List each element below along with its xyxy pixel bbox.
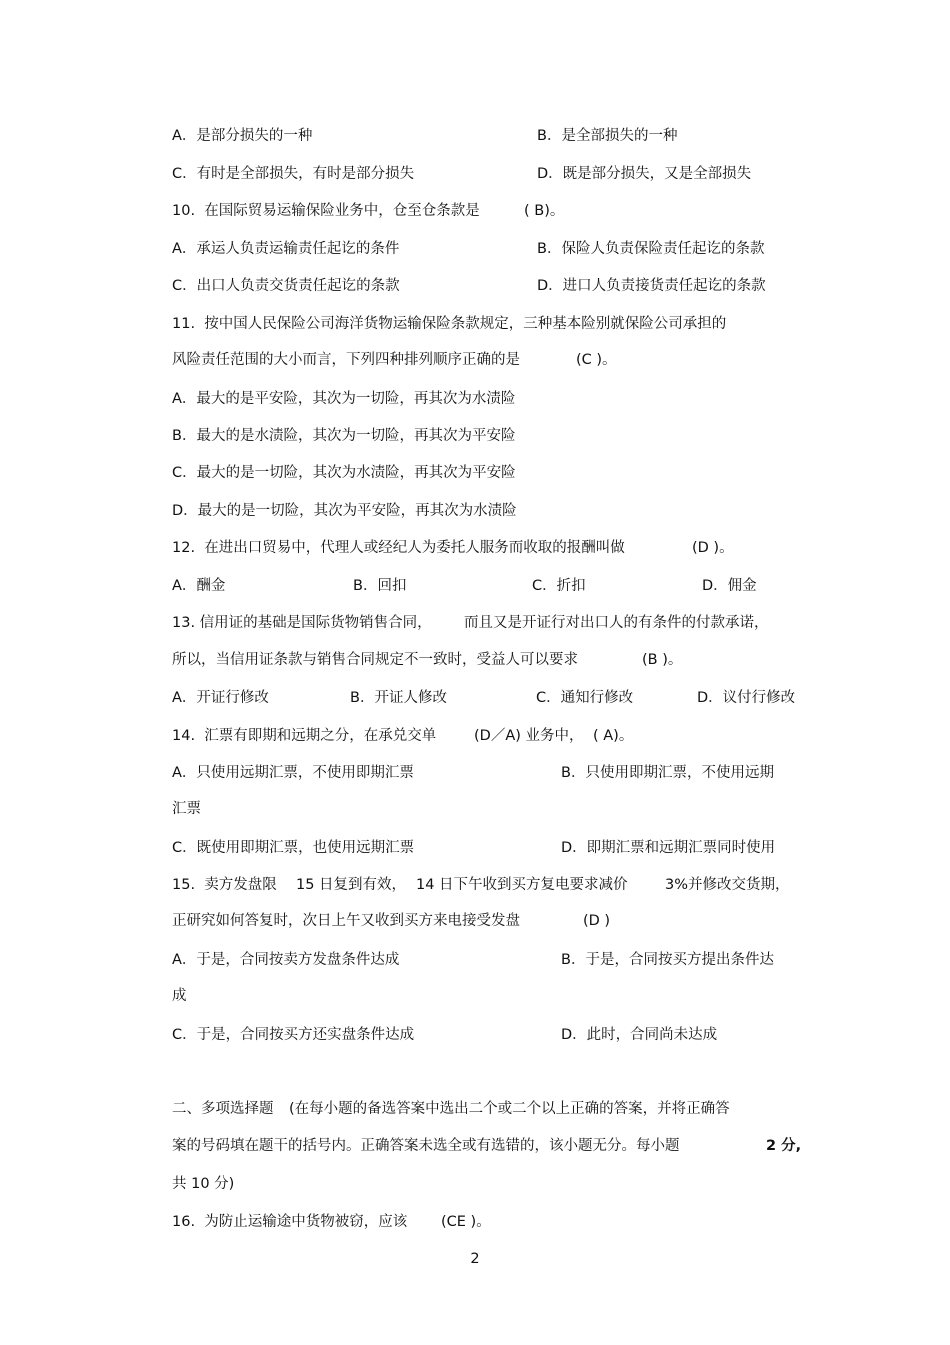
q10-option-b: B．保险人负责保险责任起讫的条款 [537,241,765,257]
q13-option-c: C．通知行修改 [536,690,634,706]
q9-option-d: D．既是部分损失，又是全部损失 [537,166,752,182]
q14-answer: ( A)。 [593,728,634,744]
q16-answer: (CE )。 [441,1214,491,1230]
q12-option-c: C．折扣 [532,578,586,594]
q15-option-a: A．于是，合同按卖方发盘条件达成 [172,952,400,968]
q15-stem-part1: 15. 卖方发盘限 [172,877,277,893]
q11-stem-line2: 风险责任范围的大小而言，下列四种排列顺序正确的是 [172,352,520,368]
q13-option-a: A．开证行修改 [172,690,269,706]
q11-option-b: B．最大的是水渍险，其次为一切险，再其次为平安险 [172,428,516,444]
section2-instructions-line3: 共 10 分) [172,1176,235,1192]
q14-option-a: A．只使用远期汇票，不使用即期汇票 [172,765,414,781]
q11-option-d: D．最大的是一切险，其次为平安险，再其次为水渍险 [172,503,517,519]
q14-stem-mid: (D／A) 业务中， [474,728,584,744]
q13-option-b: B．开证人修改 [350,690,447,706]
q12-option-a: A．酬金 [172,578,226,594]
q13-stem-line1b: 而且又是开证行对出口人的有条件的付款承诺， [464,615,769,631]
q10-answer: ( B)。 [524,203,565,219]
q13-stem-line1a: 13. 信用证的基础是国际货物销售合同， [172,615,432,631]
q13-option-d: D．议付行修改 [697,690,796,706]
q11-option-c: C．最大的是一切险，其次为水渍险，再其次为平安险 [172,465,516,481]
q11-option-a: A．最大的是平安险，其次为一切险，再其次为水渍险 [172,391,516,407]
q15-option-b-cont: 成 [172,988,187,1004]
q13-stem-line2: 所以，当信用证条款与销售合同规定不一致时，受益人可以要求 [172,652,578,668]
q12-stem: 12. 在进出口贸易中，代理人或经纪人为委托人服务而收取的报酬叫做 [172,540,625,556]
q9-option-b: B．是全部损失的一种 [537,128,678,144]
q9-option-c: C．有时是全部损失，有时是部分损失 [172,166,415,182]
q15-option-b: B．于是，合同按买方提出条件达 [561,952,774,968]
q14-option-d: D．即期汇票和远期汇票同时使用 [561,840,776,856]
q10-option-d: D．进口人负责接货责任起讫的条款 [537,278,766,294]
q15-stem-part3: 14 日下午收到买方复电要求减价 [416,877,628,893]
q12-option-d: D．佣金 [702,578,757,594]
q15-option-d: D．此时，合同尚未达成 [561,1027,718,1043]
q16-stem: 16. 为防止运输途中货物被窃，应该 [172,1214,408,1230]
q12-option-b: B．回扣 [353,578,407,594]
q11-stem-line1: 11. 按中国人民保险公司海洋货物运输保险条款规定，三种基本险别就保险公司承担的 [172,316,727,332]
q15-stem-part4: 3%并修改交货期， [665,877,790,893]
q10-option-c: C．出口人负责交货责任起讫的条款 [172,278,400,294]
section2-points: 2 分, [766,1138,802,1154]
q14-option-b: B．只使用即期汇票，不使用远期 [561,765,774,781]
section2-title: 二、多项选择题 [172,1101,274,1117]
q15-stem-part2: 15 日复到有效， [296,877,407,893]
q15-option-c: C．于是，合同按买方还实盘条件达成 [172,1027,415,1043]
q13-answer: (B )。 [642,652,683,668]
q15-answer: (D ) [583,913,611,929]
page-number: 2 [470,1251,480,1267]
q14-stem: 14. 汇票有即期和远期之分，在承兑交单 [172,728,437,744]
section2-instructions-line1: (在每小题的备选答案中选出二个或二个以上正确的答案，并将正确答 [289,1101,730,1117]
q14-option-b-cont: 汇票 [172,801,201,817]
q11-answer: (C )。 [576,352,617,368]
q10-option-a: A．承运人负责运输责任起讫的条件 [172,241,400,257]
q12-answer: (D )。 [692,540,734,556]
q9-option-a: A．是部分损失的一种 [172,128,313,144]
q15-stem-line2: 正研究如何答复时，次日上午又收到买方来电接受发盘 [172,913,520,929]
q14-option-c: C．既使用即期汇票，也使用远期汇票 [172,840,415,856]
section2-instructions-line2: 案的号码填在题干的括号内。正确答案未选全或有选错的，该小题无分。每小题 [172,1138,680,1154]
q10-stem: 10. 在国际贸易运输保险业务中，仓至仓条款是 [172,203,480,219]
